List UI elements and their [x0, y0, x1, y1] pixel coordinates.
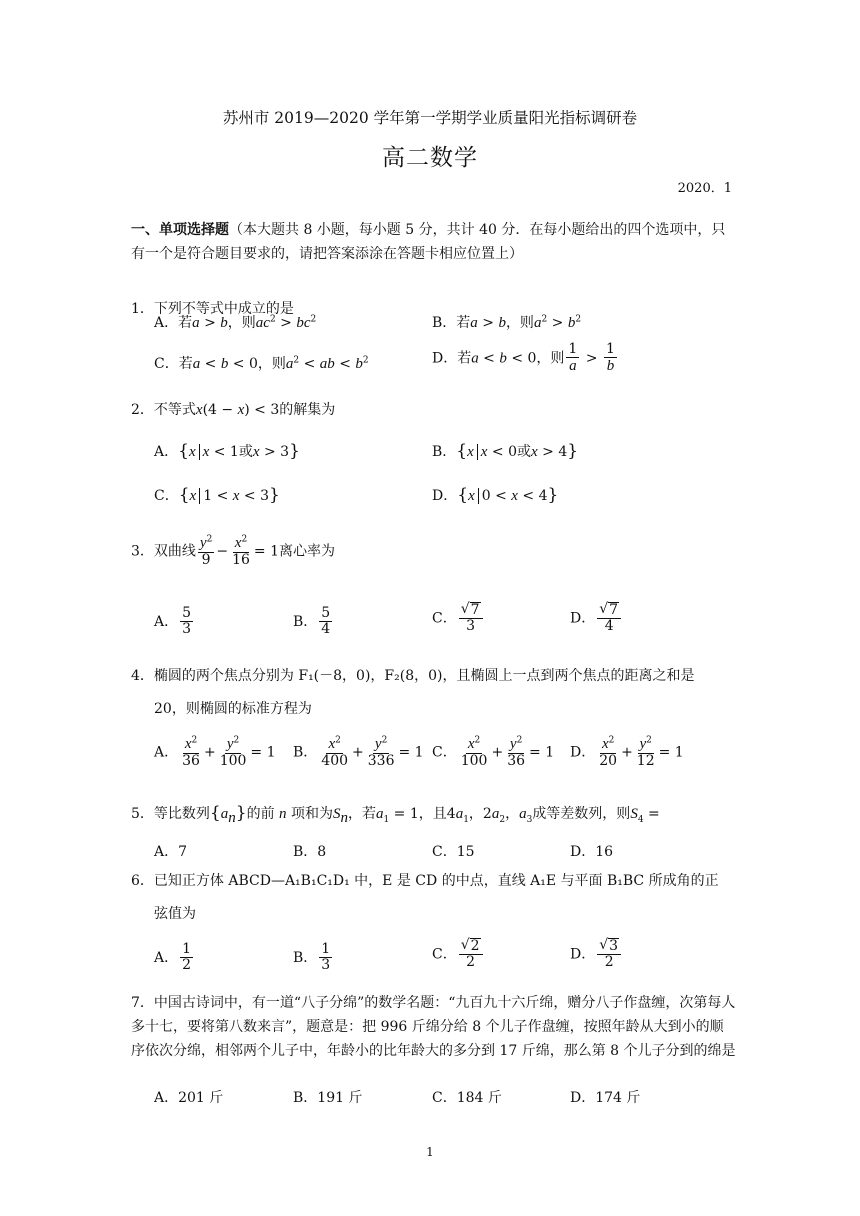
question-6-option-c: C． √ 2 2: [432, 938, 485, 971]
question-5-option-a: A．7: [154, 844, 188, 860]
question-7-option-c: C．184 斤: [432, 1090, 502, 1106]
question-5-option-d: D．16: [570, 844, 614, 860]
document-subtitle: 高二数学: [382, 145, 478, 171]
question-4-option-b: B． $\frac{x^2}{400}$ + $\frac{y^2}{336}$ = 1: [293, 735, 424, 769]
question-7-option-a: A．201 斤: [154, 1090, 224, 1106]
question-7-stem: 7．中国古诗词中，有一道“八子分绵”的数学名题：“九百九十六斤绵，赠分八子作盘缠，次第每人多十七，要将第八数来言”，题意是：把 996 斤绵分给 8 个儿子作盘缠，按照年龄从大到小的顺序依次分绵，相邻两个儿子中，年龄小的比年龄大的多分到 17 斤绵，那么第 8 个儿子分到的绵是: [131, 995, 736, 1059]
question-6-option-b: B． $\frac{1}{3}$: [293, 941, 331, 974]
document-title: 苏州市 2019—2020 学年第一学期学业质量阳光指标调研卷: [222, 109, 638, 127]
question-2-option-b: B．{x x < 0或x > 4}: [432, 441, 579, 461]
question-1-option-b: B．若a > b，则$a^2 > b^2$: [432, 314, 582, 331]
question-2-option-c: C．{x 1 < x < 3}: [154, 485, 280, 505]
exam-date: 2020．1: [677, 181, 732, 196]
question-1-option-a: A．若a > b，则$ac^2 > bc^2$: [154, 314, 317, 331]
page-number: 1: [426, 1145, 434, 1159]
question-6-option-a: A． $\frac{1}{2}$: [154, 941, 192, 974]
question-6-line-1: 6．已知正方体 ABCD—A₁B₁C₁D₁ 中，E 是 CD 的中点，直线 A₁E 与平面 B₁BC 所成角的正: [131, 873, 719, 889]
question-3-option-a: A． $\frac{5}{3}$: [154, 605, 192, 638]
question-5-stem: 5．等比数列$\{a_n\}$的前 n 项和为$S_n$，若$a_1 = 1$，且$4a_1$，$2a_2$，$a_3$成等差数列，则$S_4$ =: [131, 803, 660, 826]
question-6-option-d: D． √ 3 2: [570, 938, 623, 971]
question-2-option-a: A．{x x < 1或x > 3}: [154, 441, 300, 461]
question-4-line-2: 20，则椭圆的标准方程为: [154, 701, 312, 717]
question-1-stem: 1．下列不等式中成立的是: [131, 301, 294, 317]
section-heading: [131, 218, 736, 266]
section-instructions: （本大题共 8 小题，每小题 5 分，共计 40 分．在每小题给出的四个选项中，只有一个是符合题目要求的，请把答案添涂在答题卡相应位置上）: [131, 222, 726, 262]
question-3-option-c: C． √ 7 3: [432, 602, 485, 635]
question-3-option-d: D． √ 7 4: [570, 602, 623, 635]
question-4-option-d: D． $\frac{x^2}{20}$ + $\frac{y^2}{12}$ = 1: [570, 735, 684, 769]
question-4-line-1: 4．椭圆的两个焦点分别为 F₁(－8，0)，F₂(8，0)，且椭圆上一点到两个焦点的距离之和是: [131, 668, 695, 684]
question-7-option-b: B．191 斤: [293, 1090, 363, 1106]
question-3-option-b: B． $\frac{5}{4}$: [293, 605, 331, 638]
question-6-line-2: 弦值为: [154, 906, 196, 922]
question-2-option-d: D．{x 0 < x < 4}: [432, 485, 559, 505]
question-7-option-d: D．174 斤: [570, 1090, 641, 1106]
question-4-option-c: C． $\frac{x^2}{100}$ + $\frac{y^2}{36}$ = 1: [432, 735, 555, 769]
question-1-option-d: D．若a < b < 0，则 $\frac{1}{a}$ > $\frac{1}{b}$: [432, 341, 615, 375]
question-2-stem: 2．不等式x(4 − x) < 3的解集为: [131, 402, 336, 418]
section-title: 一、单项选择题: [131, 222, 229, 238]
question-1-option-c: C．若a < b < 0，则$a^2$ < ab < $b^2$: [154, 355, 369, 372]
question-3-stem: 3．双曲线 $\frac{y^2}{9}$ − $\frac{x^2}{16}$ = 1离心率为: [131, 534, 335, 568]
question-5-option-b: B．8: [293, 844, 327, 860]
question-4-option-a: A． $\frac{x^2}{36}$ + $\frac{y^2}{100}$ = 1: [154, 735, 276, 769]
question-5-option-c: C．15: [432, 844, 475, 860]
